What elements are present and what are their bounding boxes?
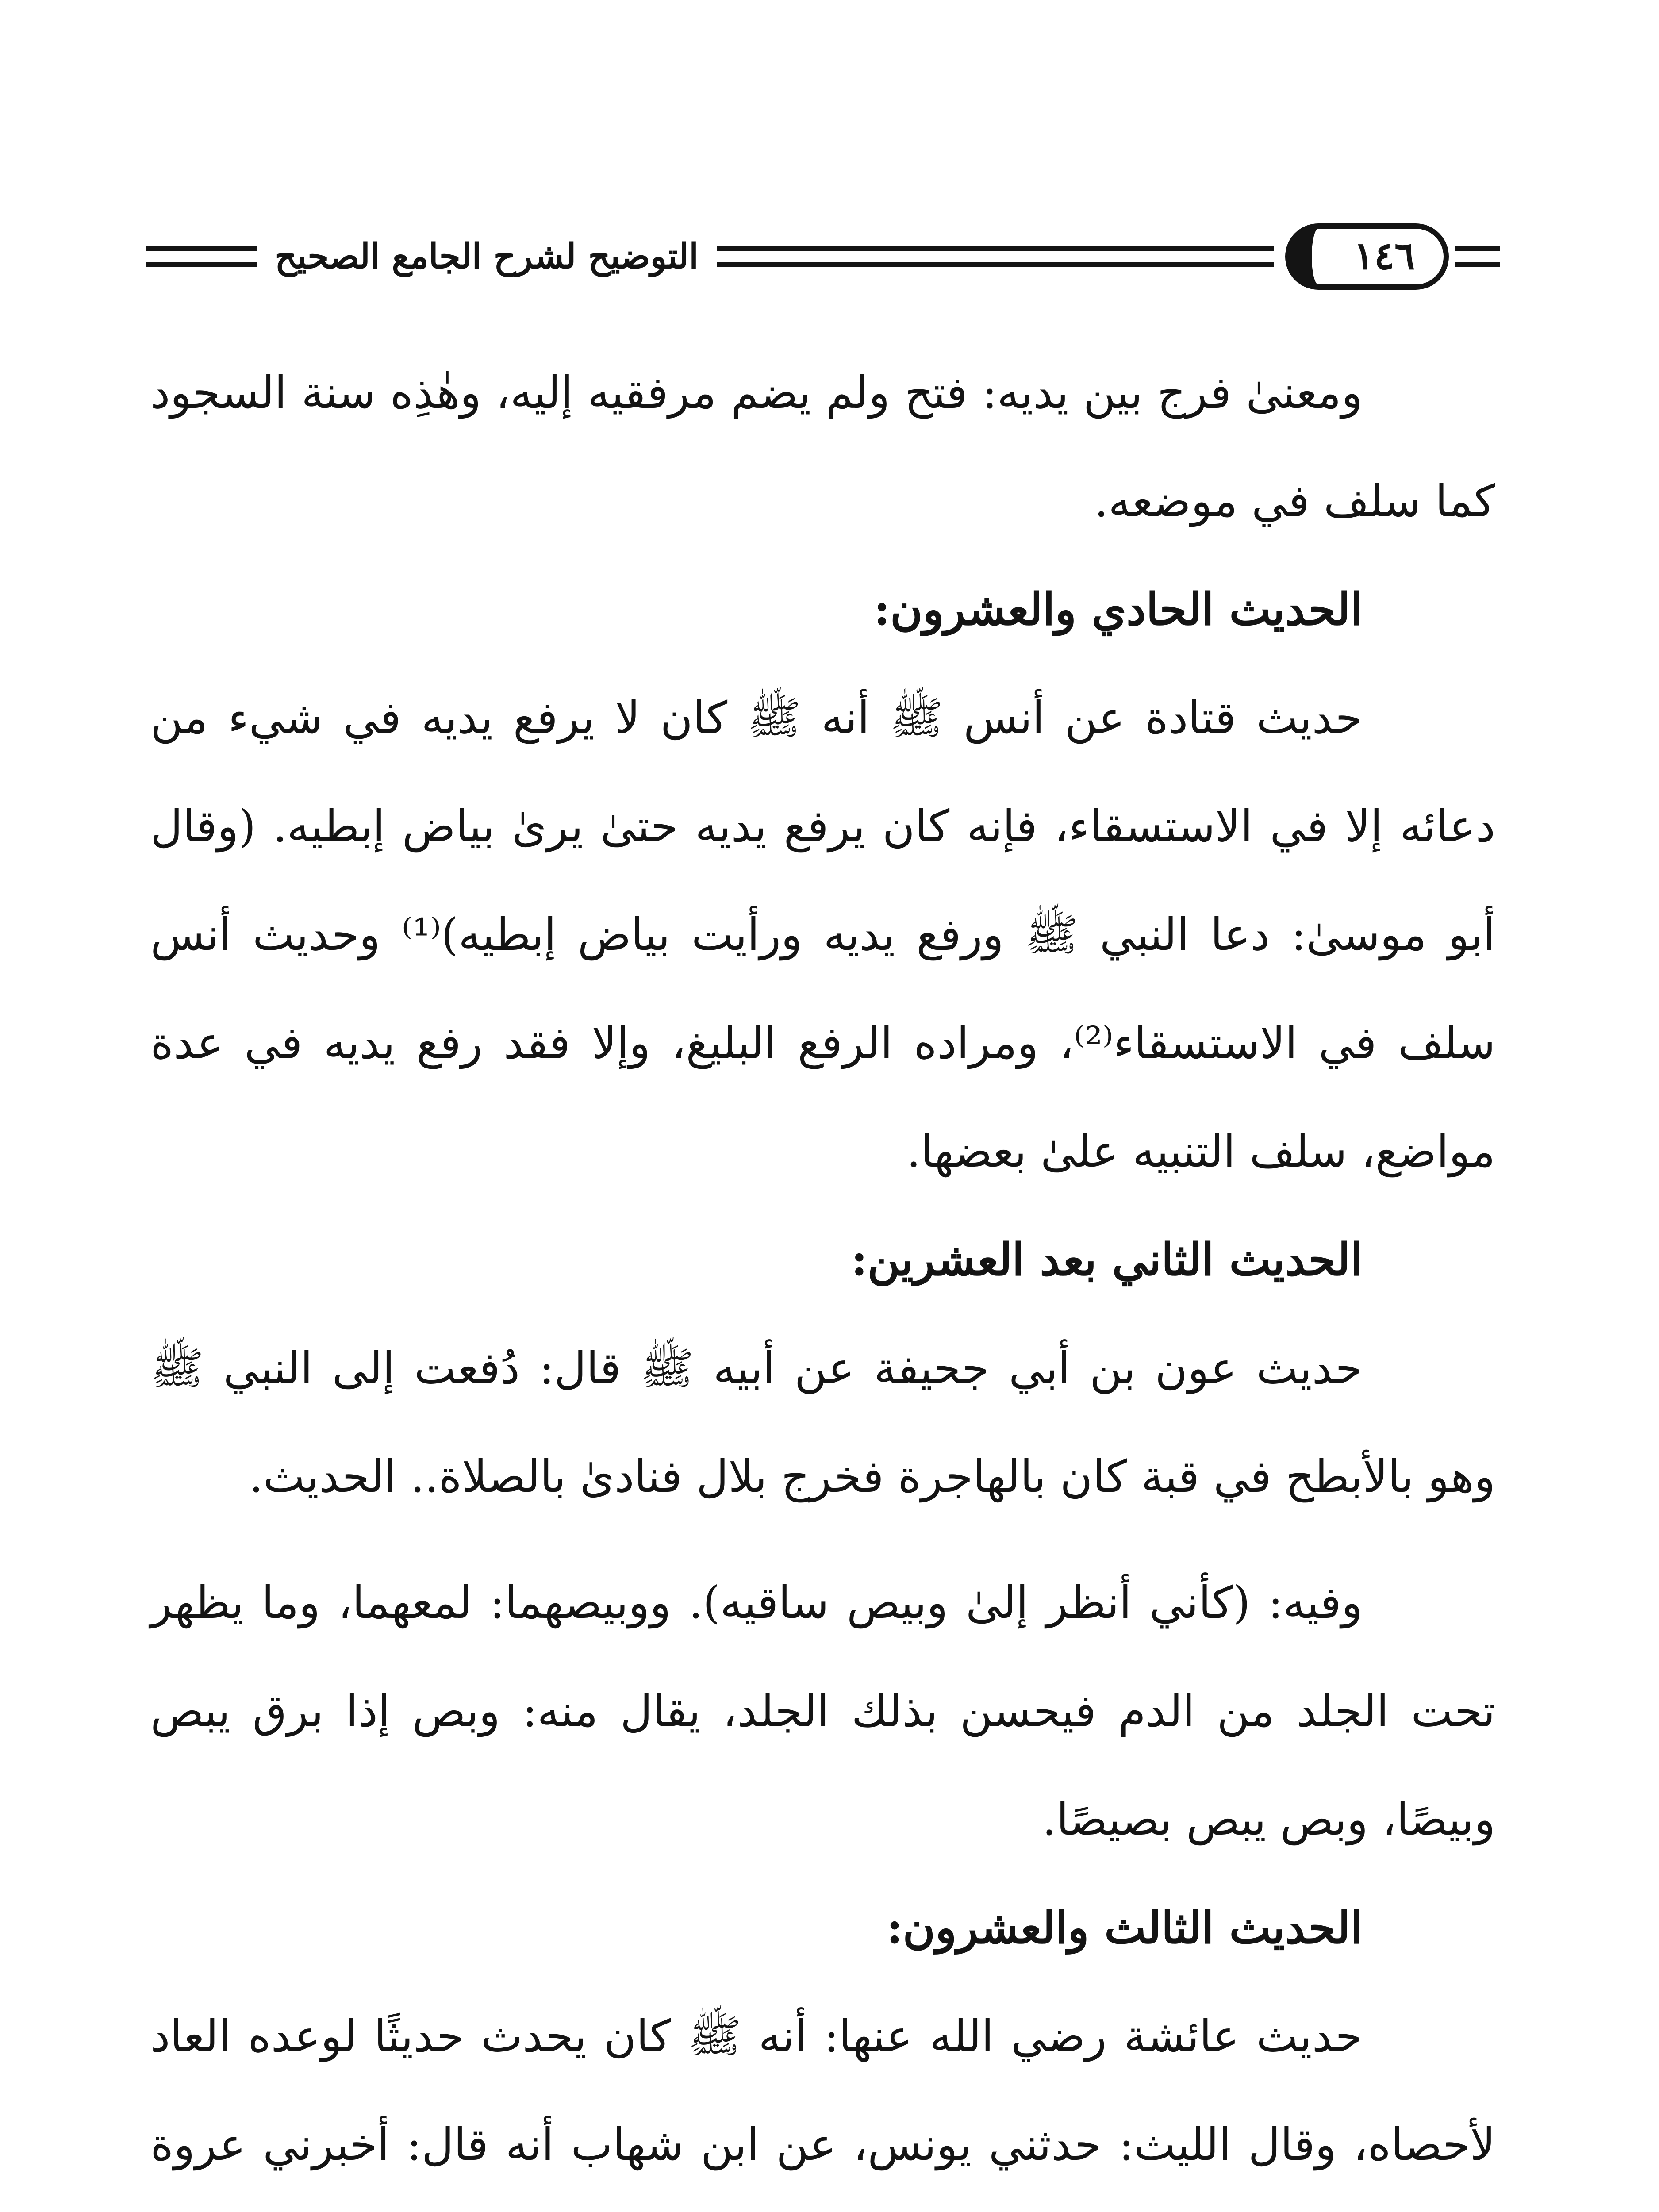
page-number-frame [1285,223,1449,290]
header-rule-middle [717,246,1274,267]
paragraph: حديث عائشة رضي الله عنها: أنه ﷺ كان يحدث حديثًا لوعده العاد لأحصاه، وقال الليث: حدثني يونس، عن ابن شهاب أنه قال: أخبرني عروة [150,2010,1495,2170]
paragraph: حديث عون بن أبي جحيفة عن أبيه ﷺ قال: دُفعت إلى النبي ﷺ وهو بالأبطح في قبة كان بالهاجرة فخرج بلال فنادىٰ بالصلاة.. الحديث. [150,1342,1495,1502]
paragraph: ومعنىٰ فرج بين يديه: فتح ولم يضم مرفقيه إليه، وهٰذِه سنة السجود كما سلف في موضعه. [150,367,1495,527]
section-heading: الحديث الحادي والعشرون: [874,583,1363,635]
main-text [150,338,1495,2212]
section-heading: الحديث الثالث والعشرون: [886,1901,1363,1954]
page-number: ١٤٦ [1353,234,1415,278]
paragraph: حديث قتادة عن أنس ﷺ أنه ﷺ كان لا يرفع يديه في شيء من دعائه إلا في الاستسقاء، فإنه كان يرفع يديه حتىٰ يرىٰ بياض إبطيه. (وقال أبو موسىٰ: دعا النبي ﷺ ورفع يديه ورأيت بياض إبطيه)⁽¹⁾ وحديث أنس سلف في الاستسقاء⁽²⁾، ومراده الرفع البليغ، وإلا فقد رفع يديه في عدة مواضع، سلف التنبيه علىٰ بعضها. [150,692,1495,1177]
running-title: التوضيح لشرح الجامع الصحيح [275,236,699,276]
section-heading: الحديث الثاني بعد العشرين: [851,1233,1363,1286]
header-rule-right [1455,246,1500,267]
header-rule-left [146,246,257,267]
running-header [146,223,1500,290]
paragraph: وفيه: (كأني أنظر إلىٰ وبيص ساقيه). ووبيصهما: لمعهما، وما يظهر تحت الجلد من الدم فيحسن بذلك الجلد، يقال منه: وبص إذا برق يبص وبيصًا، وبص يبص بصيصًا. [150,1577,1495,1845]
